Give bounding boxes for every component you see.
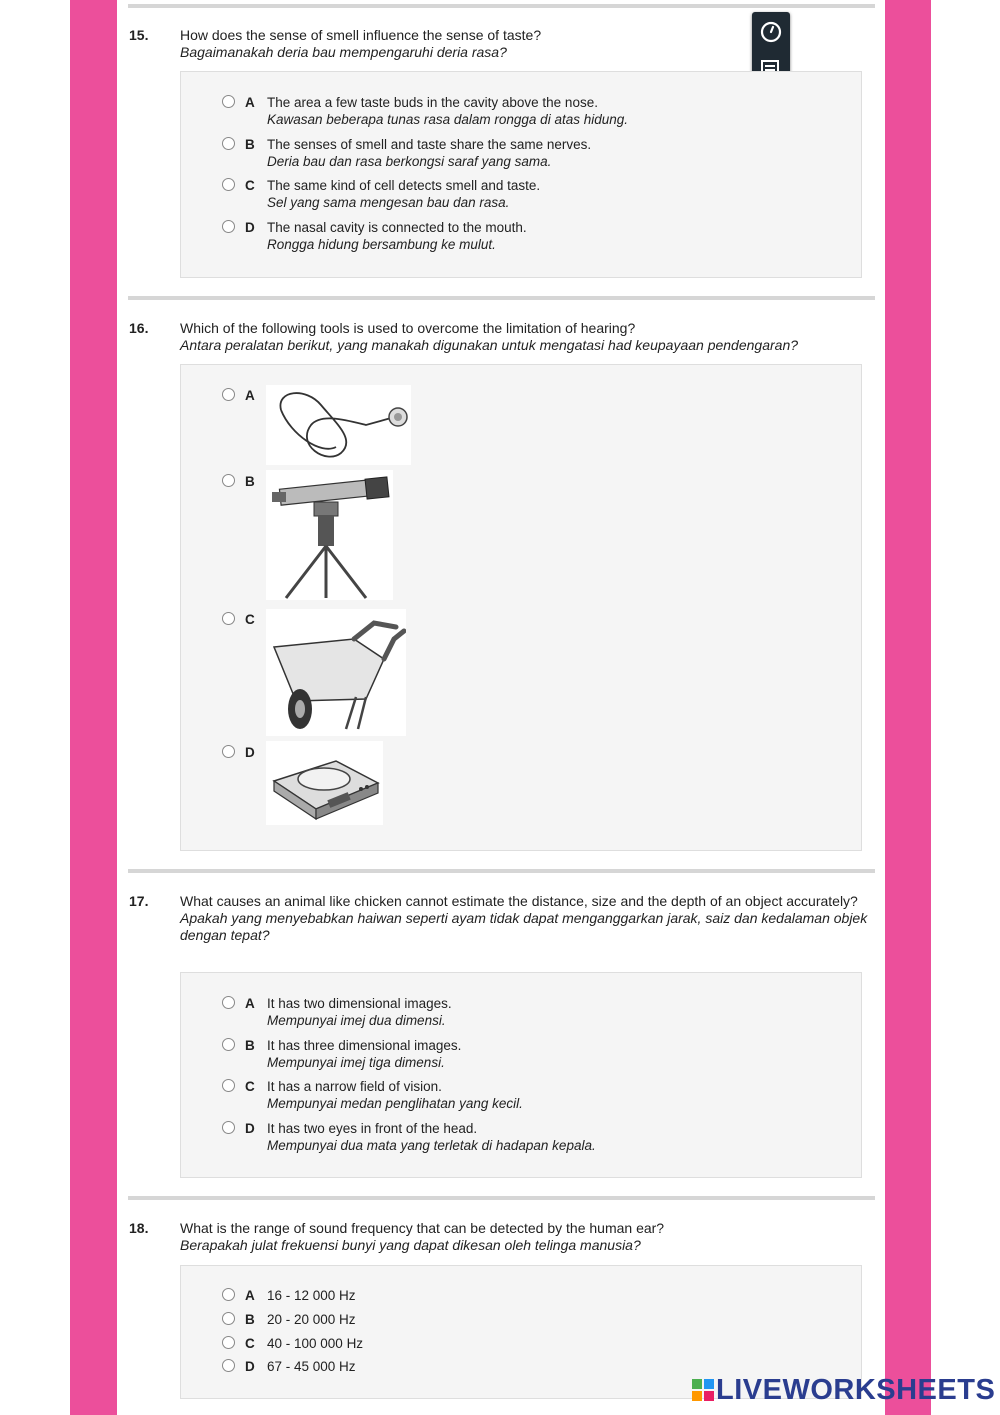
- option-malay: Sel yang sama mengesan bau dan rasa.: [267, 195, 510, 210]
- option-english: It has two dimensional images.: [267, 996, 452, 1011]
- question-16-malay: Antara peralatan berikut, yang manakah digunakan untuk mengatasi had keupayaan pendengaran?: [180, 337, 799, 353]
- liveworksheets-logo: [692, 1374, 995, 1407]
- divider: [128, 869, 875, 873]
- radio-button[interactable]: [222, 1359, 235, 1372]
- option-english: It has a narrow field of vision.: [267, 1079, 442, 1094]
- radio-button[interactable]: [222, 1336, 235, 1349]
- radio-button[interactable]: [222, 178, 235, 191]
- option-text: [267, 995, 452, 1029]
- option-text: [267, 1120, 596, 1154]
- option-letter: B: [245, 137, 255, 152]
- option-letter: C: [245, 1079, 255, 1094]
- question-18-english: What is the range of sound frequency that can be detected by the human ear?: [180, 1220, 665, 1236]
- option-letter: C: [245, 178, 255, 193]
- question-15-text: [180, 27, 870, 61]
- radio-button[interactable]: [222, 1038, 235, 1051]
- radio-button[interactable]: [222, 1079, 235, 1092]
- stethoscope-image: [266, 385, 411, 465]
- option-english: The area a few taste buds in the cavity above the nose.: [267, 95, 598, 110]
- question-17-malay: Apakah yang menyebabkan haiwan seperti ayam tidak dapat menganggarkan jarak, saiz dan kedalaman objek dengan tepat?: [180, 910, 868, 943]
- option-text: [267, 1037, 461, 1071]
- option-text: 67 - 45 000 Hz: [267, 1359, 356, 1374]
- option-text: 20 - 20 000 Hz: [267, 1312, 356, 1327]
- option-letter: A: [245, 1288, 255, 1303]
- option-letter: D: [245, 745, 255, 760]
- radio-button[interactable]: [222, 1288, 235, 1301]
- question-15-english: How does the sense of smell influence the sense of taste?: [180, 27, 542, 43]
- wheelbarrow-image: [266, 609, 406, 736]
- telescope-image: [266, 470, 393, 600]
- question-16-text: [180, 320, 870, 354]
- radio-button[interactable]: [222, 137, 235, 150]
- logo-badge-icon: [692, 1379, 714, 1401]
- radio-button[interactable]: [222, 745, 235, 758]
- radio-button[interactable]: [222, 612, 235, 625]
- radio-button[interactable]: [222, 1121, 235, 1134]
- option-malay: Mempunyai imej tiga dimensi.: [267, 1055, 445, 1070]
- option-english: The nasal cavity is connected to the mouth.: [267, 220, 527, 235]
- option-malay: Mempunyai dua mata yang terletak di hadapan kepala.: [267, 1138, 596, 1153]
- option-letter: D: [245, 1359, 255, 1374]
- left-decorative-bar: [70, 0, 117, 1415]
- question-15-number: 15.: [129, 27, 149, 43]
- radio-button[interactable]: [222, 388, 235, 401]
- option-letter: A: [245, 95, 255, 110]
- option-text: 16 - 12 000 Hz: [267, 1288, 356, 1303]
- option-letter: A: [245, 388, 255, 403]
- option-malay: Deria bau dan rasa berkongsi saraf yang sama.: [267, 154, 552, 169]
- option-text: [267, 177, 540, 211]
- question-18-number: 18.: [129, 1220, 149, 1236]
- radio-button[interactable]: [222, 996, 235, 1009]
- divider: [128, 4, 875, 8]
- radio-button[interactable]: [222, 220, 235, 233]
- option-letter: C: [245, 1336, 255, 1351]
- question-17-text: [180, 893, 870, 944]
- option-english: The same kind of cell detects smell and taste.: [267, 178, 541, 193]
- right-decorative-bar: [885, 0, 931, 1415]
- option-letter: A: [245, 996, 255, 1011]
- question-17-number: 17.: [129, 893, 149, 909]
- option-letter: B: [245, 1312, 255, 1327]
- option-letter: D: [245, 220, 255, 235]
- option-malay: Rongga hidung bersambung ke mulut.: [267, 237, 496, 252]
- option-letter: B: [245, 474, 255, 489]
- option-letter: B: [245, 1038, 255, 1053]
- option-letter: D: [245, 1121, 255, 1136]
- radio-button[interactable]: [222, 1312, 235, 1325]
- question-16-number: 16.: [129, 320, 149, 336]
- question-15-malay: Bagaimanakah deria bau mempengaruhi deria rasa?: [180, 44, 507, 60]
- option-english: The senses of smell and taste share the same nerves.: [267, 137, 592, 152]
- option-malay: Mempunyai imej dua dimensi.: [267, 1013, 446, 1028]
- option-letter: C: [245, 612, 255, 627]
- option-text: [267, 94, 628, 128]
- option-text: [267, 219, 527, 253]
- divider: [128, 296, 875, 300]
- logo-text: LIVEWORKSHEETS: [716, 1374, 996, 1406]
- question-16-english: Which of the following tools is used to overcome the limitation of hearing?: [180, 320, 636, 336]
- question-18-text: [180, 1220, 870, 1254]
- radio-button[interactable]: [222, 95, 235, 108]
- question-18-malay: Berapakah julat frekuensi bunyi yang dapat dikesan oleh telinga manusia?: [180, 1237, 641, 1253]
- option-english: It has two eyes in front of the head.: [267, 1121, 478, 1136]
- option-english: It has three dimensional images.: [267, 1038, 462, 1053]
- option-malay: Kawasan beberapa tunas rasa dalam rongga di atas hidung.: [267, 112, 628, 127]
- option-text: [267, 1078, 523, 1112]
- question-17-english: What causes an animal like chicken cannot estimate the distance, size and the depth of an object accurately?: [180, 893, 858, 909]
- option-text: 40 - 100 000 Hz: [267, 1336, 364, 1351]
- radio-button[interactable]: [222, 474, 235, 487]
- digital-scale-image: [266, 741, 383, 825]
- option-malay: Mempunyai medan penglihatan yang kecil.: [267, 1096, 523, 1111]
- option-text: [267, 136, 591, 170]
- divider: [128, 1196, 875, 1200]
